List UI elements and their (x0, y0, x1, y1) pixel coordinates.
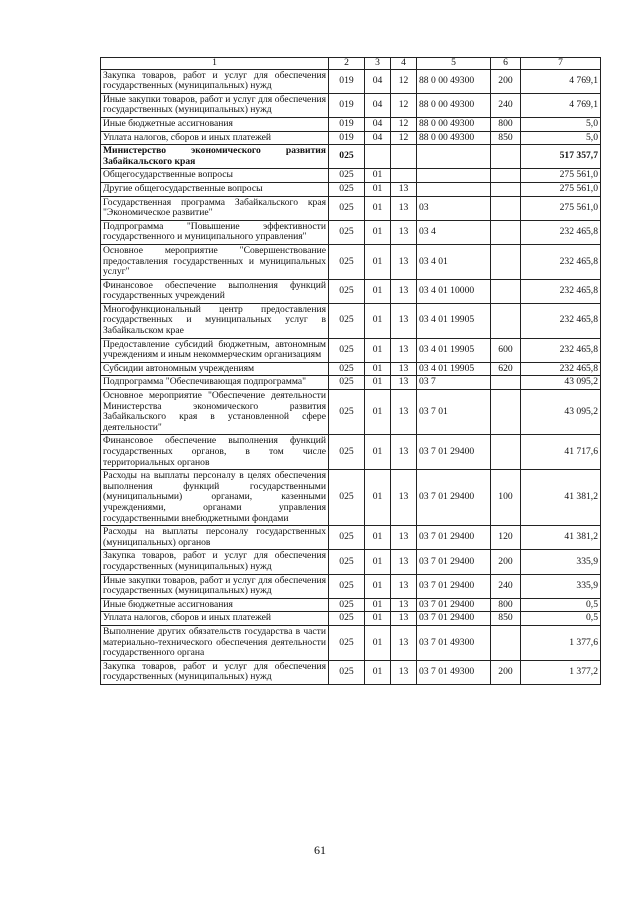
row-grbs-code: 019 (329, 117, 365, 131)
row-grbs-code: 025 (329, 574, 365, 598)
row-amount: 232 465,8 (521, 303, 601, 338)
row-expense-type-code (491, 303, 521, 338)
row-grbs-code: 025 (329, 598, 365, 612)
row-subsection-code: 13 (391, 574, 417, 598)
row-expense-type-code (491, 376, 521, 390)
table-row (101, 338, 601, 362)
row-target-article-code: 88 0 00 49300 (417, 93, 491, 117)
table-row (101, 244, 601, 279)
row-amount: 232 465,8 (521, 220, 601, 244)
table-body (101, 69, 601, 684)
row-target-article-code: 03 4 (417, 220, 491, 244)
row-target-article-code: 03 7 01 29400 (417, 470, 491, 526)
row-expense-type-code (491, 244, 521, 279)
row-subsection-code: 12 (391, 93, 417, 117)
row-expense-type-code (491, 169, 521, 183)
table-row (101, 574, 601, 598)
table-row (101, 220, 601, 244)
row-subsection-code: 13 (391, 612, 417, 626)
row-subsection-code (391, 145, 417, 169)
row-name: Уплата налогов, сборов и иных платежей (101, 612, 329, 626)
row-name: Финансовое обеспечение выполнения функций государственных учреждений (101, 279, 329, 303)
row-target-article-code (417, 145, 491, 169)
row-subsection-code: 12 (391, 69, 417, 93)
col-header-3: 3 (365, 58, 391, 70)
table-row (101, 612, 601, 626)
row-grbs-code: 019 (329, 131, 365, 145)
row-expense-type-code (491, 435, 521, 470)
row-grbs-code: 019 (329, 93, 365, 117)
row-name: Общегосударственные вопросы (101, 169, 329, 183)
row-section-code: 01 (365, 376, 391, 390)
row-target-article-code: 03 7 01 49300 (417, 660, 491, 684)
row-grbs-code: 025 (329, 338, 365, 362)
row-section-code: 01 (365, 220, 391, 244)
table-row (101, 625, 601, 660)
row-subsection-code: 13 (391, 550, 417, 574)
row-amount: 0,5 (521, 612, 601, 626)
row-name: Основное мероприятие "Совершенствование предоставления государственных и муниципальных услуг" (101, 244, 329, 279)
row-expense-type-code (491, 145, 521, 169)
row-subsection-code: 13 (391, 598, 417, 612)
row-amount: 0,5 (521, 598, 601, 612)
table-row (101, 526, 601, 550)
row-grbs-code: 025 (329, 182, 365, 196)
row-grbs-code: 025 (329, 362, 365, 376)
row-subsection-code: 13 (391, 390, 417, 435)
row-target-article-code: 03 7 01 29400 (417, 612, 491, 626)
table-row (101, 435, 601, 470)
row-name: Подпрограмма "Повышение эффективности государственного и муниципального управления" (101, 220, 329, 244)
row-expense-type-code: 800 (491, 598, 521, 612)
row-subsection-code: 13 (391, 625, 417, 660)
row-name: Другие общегосударственные вопросы (101, 182, 329, 196)
table-row (101, 279, 601, 303)
row-name: Иные бюджетные ассигнования (101, 117, 329, 131)
row-name: Основное мероприятие "Обеспечение деятельности Министерства экономического развития Забайкальского края в установленной сфере деятельности" (101, 390, 329, 435)
row-name: Закупка товаров, работ и услуг для обеспечения государственных (муниципальных) нужд (101, 550, 329, 574)
row-section-code: 01 (365, 182, 391, 196)
row-grbs-code: 025 (329, 196, 365, 220)
row-subsection-code: 12 (391, 131, 417, 145)
row-amount: 232 465,8 (521, 362, 601, 376)
row-section-code: 01 (365, 169, 391, 183)
page-number: 61 (314, 843, 326, 857)
row-expense-type-code: 240 (491, 574, 521, 598)
table-row (101, 69, 601, 93)
table-row (101, 131, 601, 145)
row-target-article-code: 03 7 01 29400 (417, 550, 491, 574)
row-section-code: 04 (365, 93, 391, 117)
row-expense-type-code: 620 (491, 362, 521, 376)
row-amount: 275 561,0 (521, 169, 601, 183)
row-grbs-code: 025 (329, 550, 365, 574)
row-target-article-code: 03 (417, 196, 491, 220)
row-name: Закупка товаров, работ и услуг для обеспечения государственных (муниципальных) нужд (101, 660, 329, 684)
row-section-code: 01 (365, 660, 391, 684)
row-expense-type-code: 200 (491, 660, 521, 684)
row-section-code: 01 (365, 435, 391, 470)
row-subsection-code: 13 (391, 526, 417, 550)
row-target-article-code: 88 0 00 49300 (417, 131, 491, 145)
row-amount: 335,9 (521, 574, 601, 598)
row-grbs-code: 025 (329, 526, 365, 550)
row-amount: 232 465,8 (521, 279, 601, 303)
row-expense-type-code: 100 (491, 470, 521, 526)
row-expense-type-code: 200 (491, 550, 521, 574)
row-expense-type-code (491, 182, 521, 196)
col-header-4: 4 (391, 58, 417, 70)
row-name: Подпрограмма "Обеспечивающая подпрограмма" (101, 376, 329, 390)
table-row (101, 470, 601, 526)
row-grbs-code: 025 (329, 612, 365, 626)
row-amount: 275 561,0 (521, 182, 601, 196)
row-grbs-code: 025 (329, 145, 365, 169)
table-row (101, 550, 601, 574)
row-section-code: 01 (365, 574, 391, 598)
row-name: Закупка товаров, работ и услуг для обеспечения государственных (муниципальных) нужд (101, 69, 329, 93)
row-subsection-code: 13 (391, 279, 417, 303)
row-grbs-code: 025 (329, 435, 365, 470)
row-name: Предоставление субсидий бюджетным, автономным учреждениям и иным некоммерческим организациям (101, 338, 329, 362)
row-expense-type-code: 240 (491, 93, 521, 117)
row-target-article-code: 88 0 00 49300 (417, 69, 491, 93)
row-subsection-code: 12 (391, 117, 417, 131)
row-target-article-code: 03 7 01 (417, 390, 491, 435)
col-header-5: 5 (417, 58, 491, 70)
row-grbs-code: 025 (329, 660, 365, 684)
row-target-article-code (417, 182, 491, 196)
row-name: Иные бюджетные ассигнования (101, 598, 329, 612)
col-header-1: 1 (101, 58, 329, 70)
row-section-code: 04 (365, 69, 391, 93)
row-target-article-code: 88 0 00 49300 (417, 117, 491, 131)
row-amount: 335,9 (521, 550, 601, 574)
row-subsection-code: 13 (391, 220, 417, 244)
table-row (101, 660, 601, 684)
row-grbs-code: 025 (329, 303, 365, 338)
row-grbs-code: 025 (329, 244, 365, 279)
row-section-code: 01 (365, 244, 391, 279)
table-row (101, 169, 601, 183)
row-subsection-code: 13 (391, 338, 417, 362)
row-amount: 232 465,8 (521, 338, 601, 362)
row-subsection-code: 13 (391, 244, 417, 279)
row-expense-type-code (491, 279, 521, 303)
row-name: Министерство экономического развития Забайкальского края (101, 145, 329, 169)
row-name: Государственная программа Забайкальского края "Экономическое развитие" (101, 196, 329, 220)
row-target-article-code: 03 7 01 29400 (417, 526, 491, 550)
row-target-article-code: 03 4 01 19905 (417, 303, 491, 338)
row-section-code: 01 (365, 390, 391, 435)
row-subsection-code: 13 (391, 182, 417, 196)
row-amount: 4 769,1 (521, 93, 601, 117)
row-expense-type-code: 850 (491, 131, 521, 145)
row-grbs-code: 025 (329, 376, 365, 390)
row-name: Субсидии автономным учреждениям (101, 362, 329, 376)
col-header-2: 2 (329, 58, 365, 70)
row-name: Уплата налогов, сборов и иных платежей (101, 131, 329, 145)
table-row (101, 303, 601, 338)
row-target-article-code: 03 4 01 10000 (417, 279, 491, 303)
row-section-code: 01 (365, 598, 391, 612)
row-name: Выполнение других обязательств государства в части материально-технического обеспечения деятельности государственного органа (101, 625, 329, 660)
table-row (101, 598, 601, 612)
row-expense-type-code (491, 220, 521, 244)
table-row (101, 196, 601, 220)
table-row (101, 376, 601, 390)
row-amount: 41 381,2 (521, 526, 601, 550)
row-name: Расходы на выплаты персоналу государственных (муниципальных) органов (101, 526, 329, 550)
col-header-7: 7 (521, 58, 601, 70)
row-amount: 5,0 (521, 131, 601, 145)
row-grbs-code: 019 (329, 69, 365, 93)
row-amount: 4 769,1 (521, 69, 601, 93)
table-row (101, 362, 601, 376)
row-grbs-code: 025 (329, 220, 365, 244)
row-section-code: 01 (365, 612, 391, 626)
table-row (101, 182, 601, 196)
row-amount: 43 095,2 (521, 376, 601, 390)
row-target-article-code: 03 7 01 29400 (417, 435, 491, 470)
row-subsection-code (391, 169, 417, 183)
row-target-article-code: 03 7 01 49300 (417, 625, 491, 660)
row-target-article-code: 03 7 (417, 376, 491, 390)
row-target-article-code: 03 4 01 (417, 244, 491, 279)
row-section-code: 01 (365, 550, 391, 574)
row-grbs-code: 025 (329, 625, 365, 660)
row-amount: 232 465,8 (521, 244, 601, 279)
table-row (101, 117, 601, 131)
row-amount: 43 095,2 (521, 390, 601, 435)
row-expense-type-code: 850 (491, 612, 521, 626)
row-target-article-code (417, 169, 491, 183)
row-grbs-code: 025 (329, 470, 365, 526)
col-header-6: 6 (491, 58, 521, 70)
row-expense-type-code: 200 (491, 69, 521, 93)
row-expense-type-code (491, 390, 521, 435)
row-subsection-code: 13 (391, 303, 417, 338)
row-subsection-code: 13 (391, 196, 417, 220)
row-target-article-code: 03 7 01 29400 (417, 574, 491, 598)
row-name: Иные закупки товаров, работ и услуг для обеспечения государственных (муниципальных) нужд (101, 93, 329, 117)
row-subsection-code: 13 (391, 376, 417, 390)
budget-table (100, 57, 601, 685)
row-name: Финансовое обеспечение выполнения функций государственных органов, в том числе территориальных органов (101, 435, 329, 470)
row-expense-type-code (491, 625, 521, 660)
row-name: Многофункциональный центр предоставления государственных и муниципальных услуг в Забайкальском крае (101, 303, 329, 338)
row-section-code: 01 (365, 362, 391, 376)
table-header-row (101, 58, 601, 70)
row-subsection-code: 13 (391, 470, 417, 526)
row-section-code: 01 (365, 279, 391, 303)
row-amount: 1 377,6 (521, 625, 601, 660)
table-row (101, 390, 601, 435)
row-subsection-code: 13 (391, 435, 417, 470)
row-section-code: 01 (365, 625, 391, 660)
row-name: Иные закупки товаров, работ и услуг для обеспечения государственных (муниципальных) нужд (101, 574, 329, 598)
row-grbs-code: 025 (329, 279, 365, 303)
row-subsection-code: 13 (391, 362, 417, 376)
row-amount: 275 561,0 (521, 196, 601, 220)
row-section-code: 01 (365, 303, 391, 338)
row-grbs-code: 025 (329, 390, 365, 435)
row-section-code: 01 (365, 470, 391, 526)
row-expense-type-code: 600 (491, 338, 521, 362)
row-amount: 41 717,6 (521, 435, 601, 470)
row-target-article-code: 03 4 01 19905 (417, 338, 491, 362)
row-section-code: 01 (365, 526, 391, 550)
row-target-article-code: 03 4 01 19905 (417, 362, 491, 376)
row-amount: 41 381,2 (521, 470, 601, 526)
row-subsection-code: 13 (391, 660, 417, 684)
row-expense-type-code (491, 196, 521, 220)
table-row (101, 145, 601, 169)
row-section-code (365, 145, 391, 169)
row-section-code: 04 (365, 117, 391, 131)
row-expense-type-code: 120 (491, 526, 521, 550)
row-amount: 5,0 (521, 117, 601, 131)
row-section-code: 01 (365, 338, 391, 362)
row-name: Расходы на выплаты персоналу в целях обеспечения выполнения функций государственными (муниципальными) органами, казенными учреждениями, органами управления государственными внебюджетными фондами (101, 470, 329, 526)
row-target-article-code: 03 7 01 29400 (417, 598, 491, 612)
row-amount: 1 377,2 (521, 660, 601, 684)
row-section-code: 04 (365, 131, 391, 145)
row-section-code: 01 (365, 196, 391, 220)
row-amount: 517 357,7 (521, 145, 601, 169)
table-row (101, 93, 601, 117)
row-expense-type-code: 800 (491, 117, 521, 131)
row-grbs-code: 025 (329, 169, 365, 183)
